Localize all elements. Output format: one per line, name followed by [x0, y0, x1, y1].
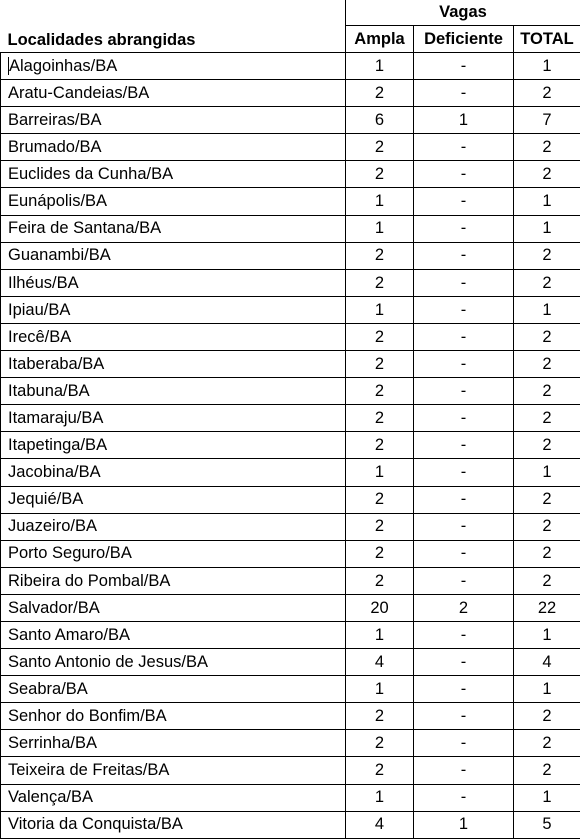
- total-cell[interactable]: 5: [514, 811, 580, 838]
- deficiente-cell[interactable]: -: [414, 269, 514, 296]
- deficiente-cell[interactable]: -: [414, 540, 514, 567]
- deficiente-cell[interactable]: -: [414, 80, 514, 107]
- localidade-cell[interactable]: Itamaraju/BA: [1, 405, 346, 432]
- deficiente-cell[interactable]: -: [414, 486, 514, 513]
- localidade-cell[interactable]: Guanambi/BA: [1, 242, 346, 269]
- ampla-cell[interactable]: 2: [346, 161, 414, 188]
- deficiente-cell[interactable]: -: [414, 161, 514, 188]
- localidade-cell[interactable]: Jacobina/BA: [1, 459, 346, 486]
- localidade-cell[interactable]: Ribeira do Pombal/BA: [1, 567, 346, 594]
- table-row: [1, 811, 580, 838]
- total-cell[interactable]: 2: [514, 405, 580, 432]
- ampla-cell[interactable]: 2: [346, 269, 414, 296]
- deficiente-cell[interactable]: 2: [414, 594, 514, 621]
- deficiente-cell[interactable]: -: [414, 621, 514, 648]
- ampla-cell[interactable]: 2: [346, 323, 414, 350]
- table-body: [1, 53, 580, 839]
- ampla-cell[interactable]: 1: [346, 215, 414, 242]
- ampla-cell[interactable]: 1: [346, 188, 414, 215]
- deficiente-header: Deficiente: [414, 26, 514, 53]
- localidade-cell[interactable]: Seabra/BA: [1, 676, 346, 703]
- localidade-cell[interactable]: Feira de Santana/BA: [1, 215, 346, 242]
- total-cell[interactable]: 2: [514, 540, 580, 567]
- deficiente-cell[interactable]: 1: [414, 107, 514, 134]
- vagas-header: Vagas: [346, 0, 580, 26]
- table-row: [1, 188, 580, 215]
- ampla-cell[interactable]: 4: [346, 649, 414, 676]
- table-row: [1, 594, 580, 621]
- table-row: [1, 621, 580, 648]
- ampla-cell[interactable]: 2: [346, 540, 414, 567]
- localidade-cell[interactable]: Irecê/BA: [1, 323, 346, 350]
- ampla-cell[interactable]: 2: [346, 80, 414, 107]
- localidade-cell[interactable]: Euclides da Cunha/BA: [1, 161, 346, 188]
- ampla-cell[interactable]: 2: [346, 567, 414, 594]
- table-row: [1, 459, 580, 486]
- deficiente-cell[interactable]: -: [414, 459, 514, 486]
- ampla-cell[interactable]: 2: [346, 486, 414, 513]
- localidade-cell[interactable]: Valença/BA: [1, 784, 346, 811]
- deficiente-cell[interactable]: -: [414, 784, 514, 811]
- table-row: [1, 134, 580, 161]
- ampla-cell[interactable]: 1: [346, 53, 414, 80]
- ampla-header: Ampla: [346, 26, 414, 53]
- localidade-cell[interactable]: Jequié/BA: [1, 486, 346, 513]
- localidade-cell[interactable]: Santo Amaro/BA: [1, 621, 346, 648]
- localidade-cell[interactable]: Vitoria da Conquista/BA: [1, 811, 346, 838]
- ampla-cell[interactable]: 1: [346, 459, 414, 486]
- localidade-cell[interactable]: Itapetinga/BA: [1, 432, 346, 459]
- total-header: TOTAL: [514, 26, 580, 53]
- table-row: [1, 540, 580, 567]
- deficiente-cell[interactable]: -: [414, 296, 514, 323]
- localidade-cell[interactable]: Ipiau/BA: [1, 296, 346, 323]
- total-cell[interactable]: 2: [514, 757, 580, 784]
- localidade-cell[interactable]: Aratu-Candeias/BA: [1, 80, 346, 107]
- table-row: [1, 757, 580, 784]
- table-row: [1, 53, 580, 80]
- ampla-cell[interactable]: 2: [346, 242, 414, 269]
- table-row: [1, 107, 580, 134]
- table-row: [1, 567, 580, 594]
- deficiente-cell[interactable]: -: [414, 188, 514, 215]
- deficiente-cell[interactable]: -: [414, 351, 514, 378]
- deficiente-cell[interactable]: -: [414, 730, 514, 757]
- localidade-cell[interactable]: Serrinha/BA: [1, 730, 346, 757]
- total-cell[interactable]: 2: [514, 567, 580, 594]
- total-cell[interactable]: 2: [514, 351, 580, 378]
- total-cell[interactable]: 2: [514, 486, 580, 513]
- table-row: [1, 513, 580, 540]
- ampla-cell[interactable]: 2: [346, 730, 414, 757]
- deficiente-cell[interactable]: -: [414, 215, 514, 242]
- total-cell[interactable]: 2: [514, 513, 580, 540]
- table-row: [1, 296, 580, 323]
- ampla-cell[interactable]: 2: [346, 134, 414, 161]
- total-cell[interactable]: 1: [514, 621, 580, 648]
- ampla-cell[interactable]: 2: [346, 432, 414, 459]
- deficiente-cell[interactable]: -: [414, 432, 514, 459]
- deficiente-cell[interactable]: -: [414, 513, 514, 540]
- table-row: [1, 378, 580, 405]
- table-row: [1, 676, 580, 703]
- total-cell[interactable]: 2: [514, 323, 580, 350]
- localidade-cell[interactable]: Ilhéus/BA: [1, 269, 346, 296]
- table-row: [1, 161, 580, 188]
- deficiente-cell[interactable]: -: [414, 242, 514, 269]
- total-cell[interactable]: 2: [514, 161, 580, 188]
- table-row: [1, 351, 580, 378]
- deficiente-cell[interactable]: -: [414, 323, 514, 350]
- ampla-cell[interactable]: 1: [346, 784, 414, 811]
- table-row: [1, 703, 580, 730]
- total-cell[interactable]: 7: [514, 107, 580, 134]
- ampla-cell[interactable]: 1: [346, 676, 414, 703]
- total-cell[interactable]: 2: [514, 730, 580, 757]
- total-cell[interactable]: 1: [514, 784, 580, 811]
- localidade-cell[interactable]: Alagoinhas/BA: [1, 53, 346, 80]
- table-row: [1, 486, 580, 513]
- ampla-cell[interactable]: 2: [346, 351, 414, 378]
- table-row: [1, 649, 580, 676]
- localidade-cell[interactable]: Porto Seguro/BA: [1, 540, 346, 567]
- table-row: [1, 730, 580, 757]
- table-row: [1, 215, 580, 242]
- localidade-cell[interactable]: Itaberaba/BA: [1, 351, 346, 378]
- localidade-cell[interactable]: Juazeiro/BA: [1, 513, 346, 540]
- table-row: [1, 405, 580, 432]
- localidade-cell[interactable]: Eunápolis/BA: [1, 188, 346, 215]
- ampla-cell[interactable]: 20: [346, 594, 414, 621]
- deficiente-cell[interactable]: -: [414, 703, 514, 730]
- localidade-cell[interactable]: Santo Antonio de Jesus/BA: [1, 649, 346, 676]
- total-cell[interactable]: 2: [514, 378, 580, 405]
- ampla-cell[interactable]: 1: [346, 621, 414, 648]
- ampla-cell[interactable]: 2: [346, 405, 414, 432]
- table-row: [1, 80, 580, 107]
- total-cell[interactable]: 1: [514, 188, 580, 215]
- ampla-cell[interactable]: 2: [346, 378, 414, 405]
- table-row: [1, 432, 580, 459]
- localidade-cell[interactable]: Brumado/BA: [1, 134, 346, 161]
- deficiente-cell[interactable]: -: [414, 649, 514, 676]
- localidade-cell[interactable]: Senhor do Bonfim/BA: [1, 703, 346, 730]
- deficiente-cell[interactable]: -: [414, 676, 514, 703]
- total-cell[interactable]: 1: [514, 53, 580, 80]
- total-cell[interactable]: 1: [514, 296, 580, 323]
- ampla-cell[interactable]: 2: [346, 513, 414, 540]
- ampla-cell[interactable]: 1: [346, 296, 414, 323]
- total-cell[interactable]: 2: [514, 269, 580, 296]
- deficiente-cell[interactable]: -: [414, 405, 514, 432]
- total-cell[interactable]: 1: [514, 676, 580, 703]
- total-cell[interactable]: 1: [514, 215, 580, 242]
- deficiente-cell[interactable]: -: [414, 134, 514, 161]
- total-cell[interactable]: 2: [514, 80, 580, 107]
- deficiente-cell[interactable]: -: [414, 53, 514, 80]
- deficiente-cell[interactable]: -: [414, 757, 514, 784]
- ampla-cell[interactable]: 4: [346, 811, 414, 838]
- total-cell[interactable]: 2: [514, 432, 580, 459]
- ampla-cell[interactable]: 6: [346, 107, 414, 134]
- localidade-cell[interactable]: Salvador/BA: [1, 594, 346, 621]
- total-cell[interactable]: 22: [514, 594, 580, 621]
- table-row: [1, 784, 580, 811]
- total-cell[interactable]: 2: [514, 703, 580, 730]
- ampla-cell[interactable]: 2: [346, 703, 414, 730]
- deficiente-cell[interactable]: 1: [414, 811, 514, 838]
- localidade-cell[interactable]: Barreiras/BA: [1, 107, 346, 134]
- ampla-cell[interactable]: 2: [346, 757, 414, 784]
- localidade-cell[interactable]: Itabuna/BA: [1, 378, 346, 405]
- deficiente-cell[interactable]: -: [414, 378, 514, 405]
- localidades-header: Localidades abrangidas: [1, 0, 346, 53]
- total-cell[interactable]: 1: [514, 459, 580, 486]
- total-cell[interactable]: 4: [514, 649, 580, 676]
- deficiente-cell[interactable]: -: [414, 567, 514, 594]
- localidade-cell[interactable]: Teixeira de Freitas/BA: [1, 757, 346, 784]
- total-cell[interactable]: 2: [514, 134, 580, 161]
- table-row: [1, 323, 580, 350]
- table-row: [1, 269, 580, 296]
- table-row: [1, 242, 580, 269]
- total-cell[interactable]: 2: [514, 242, 580, 269]
